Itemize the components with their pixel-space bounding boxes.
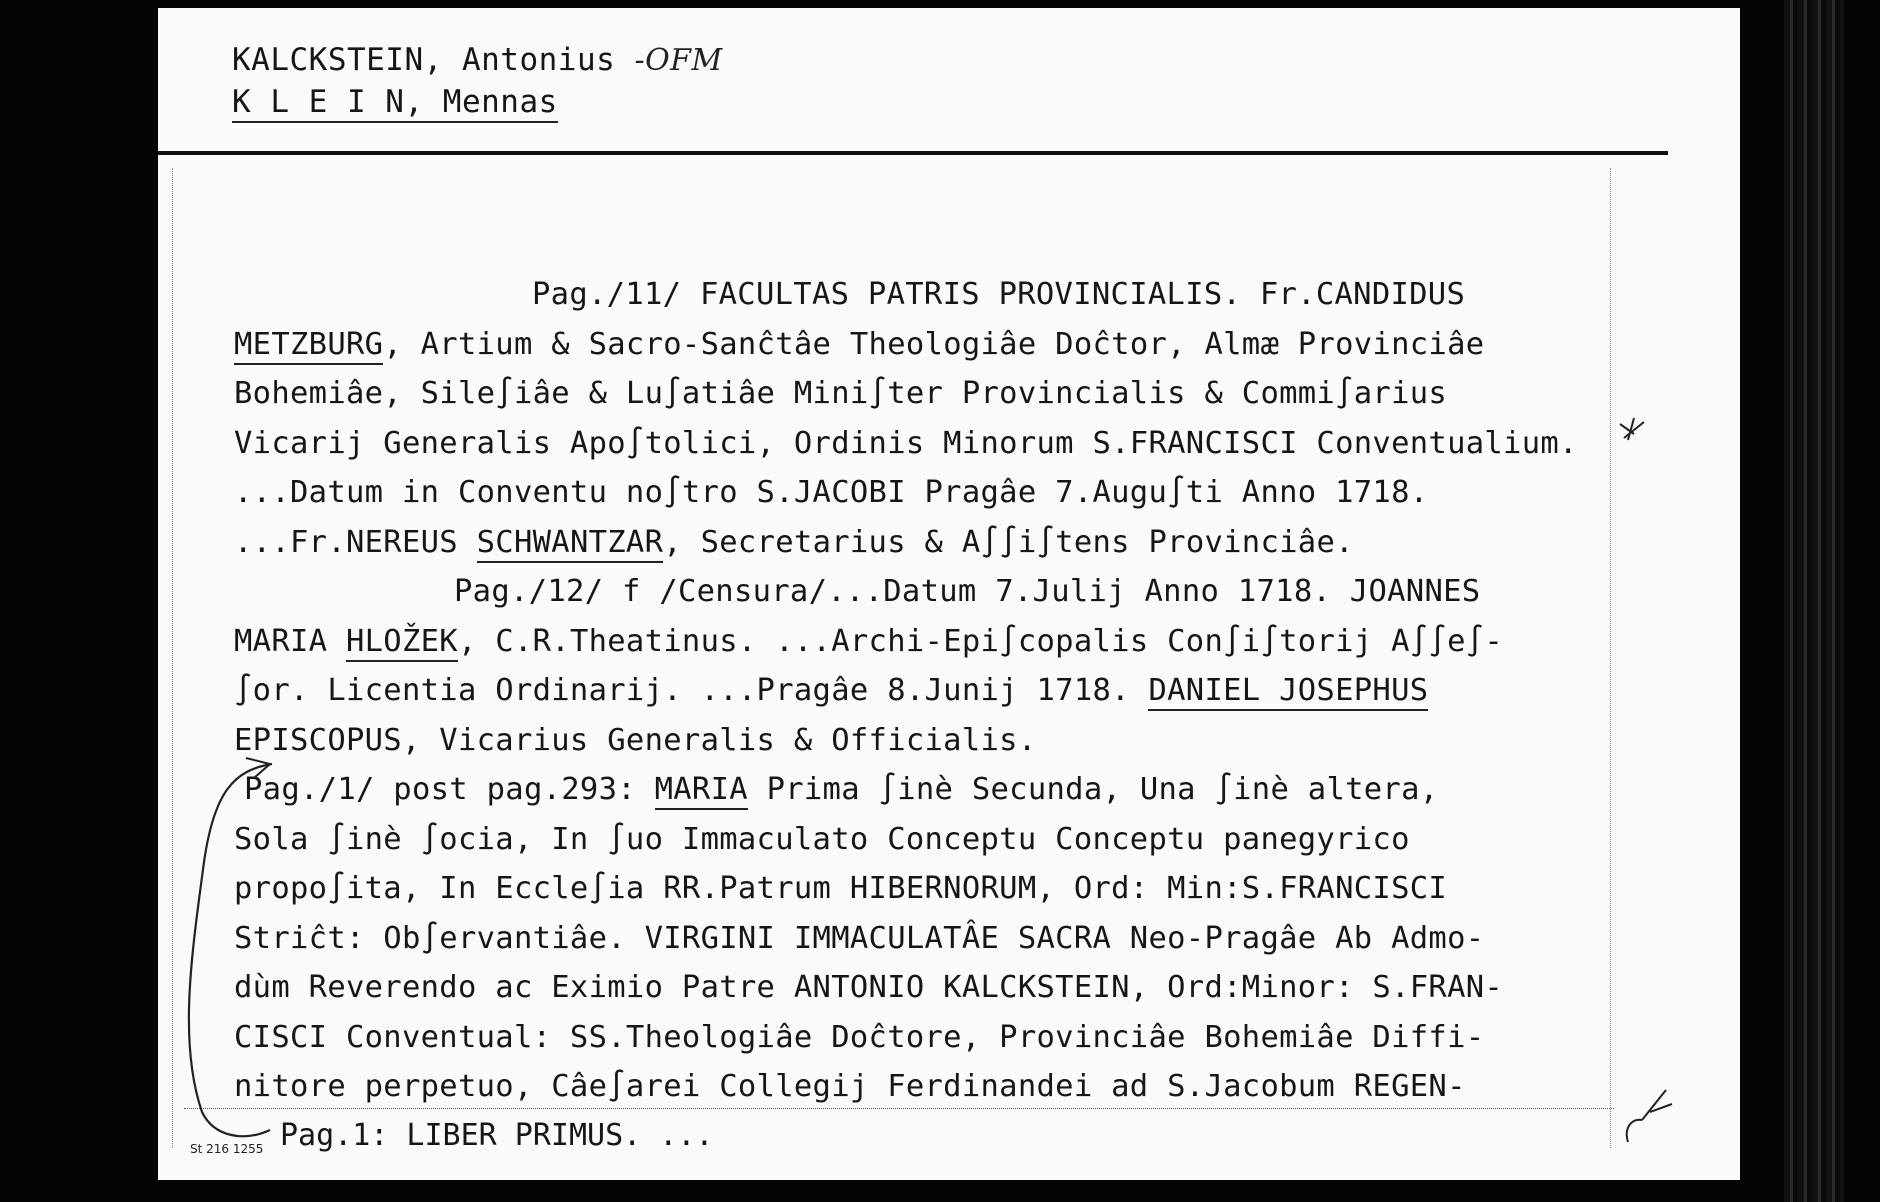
text-line-7: Pag./12/ f /Censura/...Datum 7.Julij Anno 1718. JOANNES bbox=[454, 574, 1481, 609]
handwritten-bracket-icon bbox=[174, 752, 284, 1152]
text-line-12: Sola ∫inè ∫ocia, In ∫uo Immaculato Conceptu Conceptu panegyrico bbox=[234, 821, 1410, 857]
header-line-2 bbox=[232, 84, 558, 120]
margin-check-icon bbox=[1620, 1082, 1680, 1152]
scanner-edge-strip bbox=[1784, 0, 1844, 1202]
text-line-8: MARIA HLOŽEK, C.R.Theatinus. ...Archi-Epi∫copalis Con∫i∫torij A∫∫e∫- bbox=[234, 617, 1634, 667]
text-line-13: propo∫ita, In Eccle∫ia RR.Patrum HIBERNORUM, Ord: Min:S.FRANCISCI bbox=[234, 871, 1448, 906]
header-line-1 bbox=[232, 42, 723, 78]
text-line-2: METZBURG, Artium & Sacro-Sanĉtâe Theologiâe Doĉtor, Almæ Provinciâe bbox=[234, 320, 1634, 370]
text-line-16: CISCI Conventual: SS.Theologiâe Doĉtore, Provinciâe Bohemiâe Diffi- bbox=[234, 1019, 1485, 1055]
text-line-10: EPISCOPUS, Vicarius Generalis & Officialis. bbox=[234, 722, 1037, 758]
archive-stamp: St 216 1255 bbox=[190, 1142, 264, 1156]
index-card bbox=[158, 8, 1740, 1180]
header-name-klein: K L E I N, Mennas bbox=[232, 84, 558, 123]
card-body-text bbox=[234, 270, 1634, 1112]
margin-asterisk-icon bbox=[1614, 412, 1654, 452]
text-line-11: Pag./1/ post pag.293: MARIA Prima ∫inè Secunda, Una ∫inè altera, bbox=[234, 765, 1634, 815]
header-divider bbox=[158, 151, 1668, 155]
text-line-15: dùm Reverendo ac Eximio Patre ANTONIO KALCKSTEIN, Ord:Minor: S.FRAN- bbox=[234, 970, 1504, 1005]
footer-line: Pag.1: LIBER PRIMUS. ... bbox=[280, 1118, 714, 1153]
text-line-17: nitore perpetuo, Câe∫arei Collegij Ferdinandei ad S.Jacobum REGEN- bbox=[234, 1069, 1466, 1104]
header-handwritten-order: -OFM bbox=[634, 43, 723, 78]
text-line-6: ...Fr.NEREUS SCHWANTZAR, Secretarius & A∫∫i∫tens Provinciâe. bbox=[234, 518, 1634, 568]
text-line-3: Bohemiâe, Sile∫iâe & Lu∫atiâe Mini∫ter Provincialis & Commi∫arius bbox=[234, 376, 1448, 411]
text-line-14: Striĉt: Ob∫ervantiâe. VIRGINI IMMACULATÂE SACRA Neo-Pragâe Ab Admo- bbox=[234, 920, 1485, 956]
text-line-4: Vicarij Generalis Apo∫tolici, Ordinis Minorum S.FRANCISCI Conventualium. bbox=[234, 425, 1578, 461]
left-margin-line bbox=[172, 168, 173, 1148]
text-line-5: ...Datum in Conventu no∫tro S.JACOBI Pragâe 7.Augu∫ti Anno 1718. bbox=[234, 475, 1429, 510]
bottom-divider bbox=[184, 1108, 1614, 1109]
header-name-typed: KALCKSTEIN, Antonius bbox=[232, 42, 635, 78]
text-line-9: ∫or. Licentia Ordinarij. ...Pragâe 8.Junij 1718. DANIEL JOSEPHUS bbox=[234, 666, 1634, 716]
text-line-1: Pag./11/ FACULTAS PATRIS PROVINCIALIS. Fr.CANDIDUS bbox=[532, 277, 1466, 312]
